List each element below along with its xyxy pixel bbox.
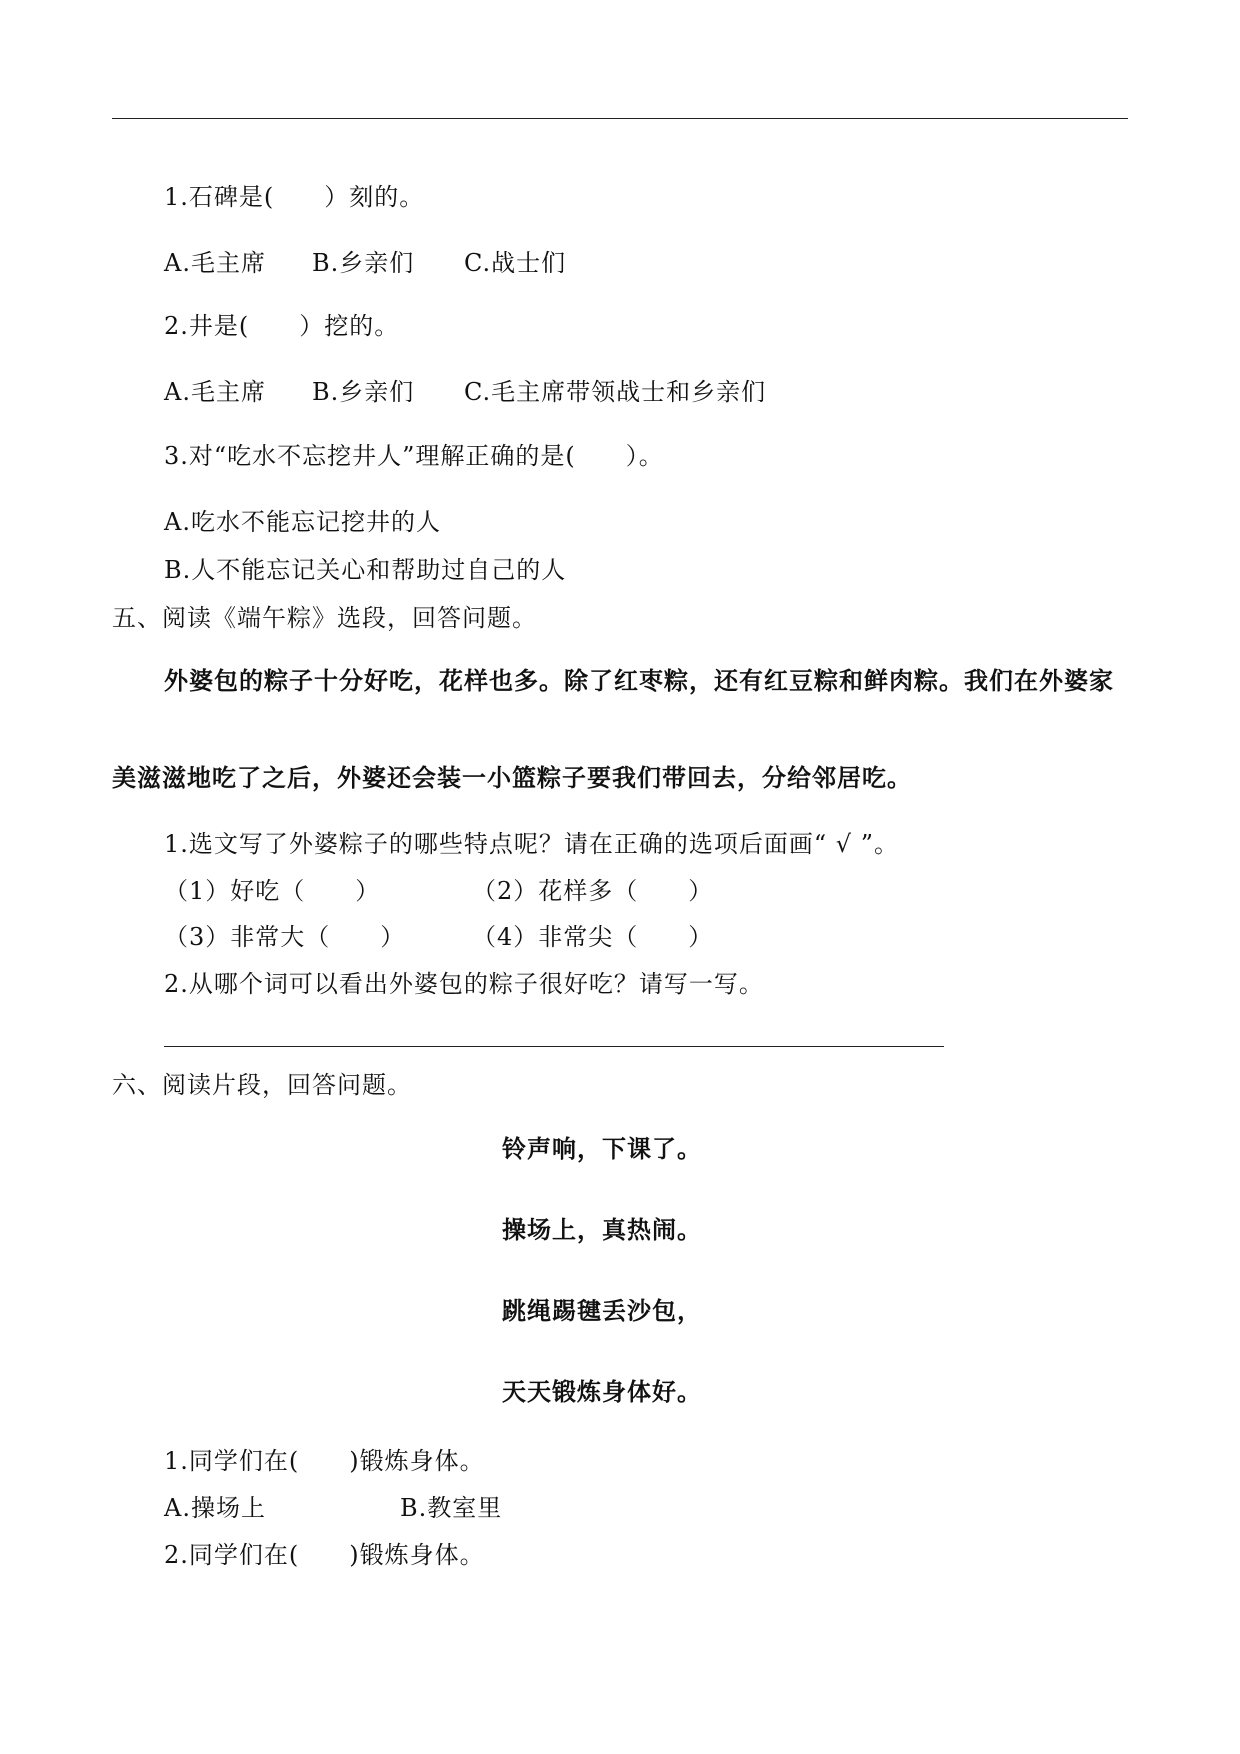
option-s4-3-a: A.吃水不能忘记挖井的人 [164,508,441,536]
option-s4-2-b: B.乡亲们 [312,378,415,406]
choice-s5-3: （3）非常大（ ） [164,923,406,951]
option-s4-2-c: C.毛主席带领战士和乡亲们 [464,378,767,406]
header-rule [112,118,1128,119]
question-s5-2: 2.从哪个词可以看出外婆包的粽子很好吃？请写一写。 [164,970,764,998]
question-s5-1: 1.选文写了外婆粽子的哪些特点呢？请在正确的选项后面画“ √ ”。 [164,830,899,858]
choice-s5-2: （2）花样多（ ） [472,877,714,905]
answer-blank-line [164,1046,944,1047]
question-s4-1: 1.石碑是( ）刻的。 [164,183,425,211]
poem-line-1: 铃声响，下课了。 [502,1135,702,1163]
option-s4-1-c: C.战士们 [464,249,567,277]
poem-line-2: 操场上，真热闹。 [502,1216,702,1244]
question-s6-2: 2.同学们在( )锻炼身体。 [164,1541,485,1569]
poem-line-4: 天天锻炼身体好。 [502,1378,702,1406]
section-heading-6: 六、阅读片段，回答问题。 [112,1071,412,1099]
choice-s5-1: （1）好吃（ ） [164,877,381,905]
option-s4-2-a: A.毛主席 [164,378,266,406]
option-s4-1-b: B.乡亲们 [312,249,415,277]
passage-line-2: 美滋滋地吃了之后，外婆还会装一小篮粽子要我们带回去，分给邻居吃。 [112,764,912,792]
passage-line-1: 外婆包的粽子十分好吃，花样也多。除了红枣粽，还有红豆粽和鲜肉粽。我们在外婆家 [164,667,1114,695]
poem-line-3: 跳绳踢毽丢沙包， [502,1297,702,1325]
section-heading-5: 五、阅读《端午粽》选段，回答问题。 [112,604,537,632]
option-s4-3-b: B.人不能忘记关心和帮助过自己的人 [164,556,567,584]
question-s4-2: 2.井是( ）挖的。 [164,312,400,340]
choice-s5-4: （4）非常尖（ ） [472,923,714,951]
question-s6-1: 1.同学们在( )锻炼身体。 [164,1447,485,1475]
option-s6-1-b: B.教室里 [400,1494,503,1522]
question-s4-3: 3.对“吃水不忘挖井人”理解正确的是( ）。 [164,442,664,470]
option-s4-1-a: A.毛主席 [164,249,266,277]
option-s6-1-a: A.操场上 [164,1494,266,1522]
